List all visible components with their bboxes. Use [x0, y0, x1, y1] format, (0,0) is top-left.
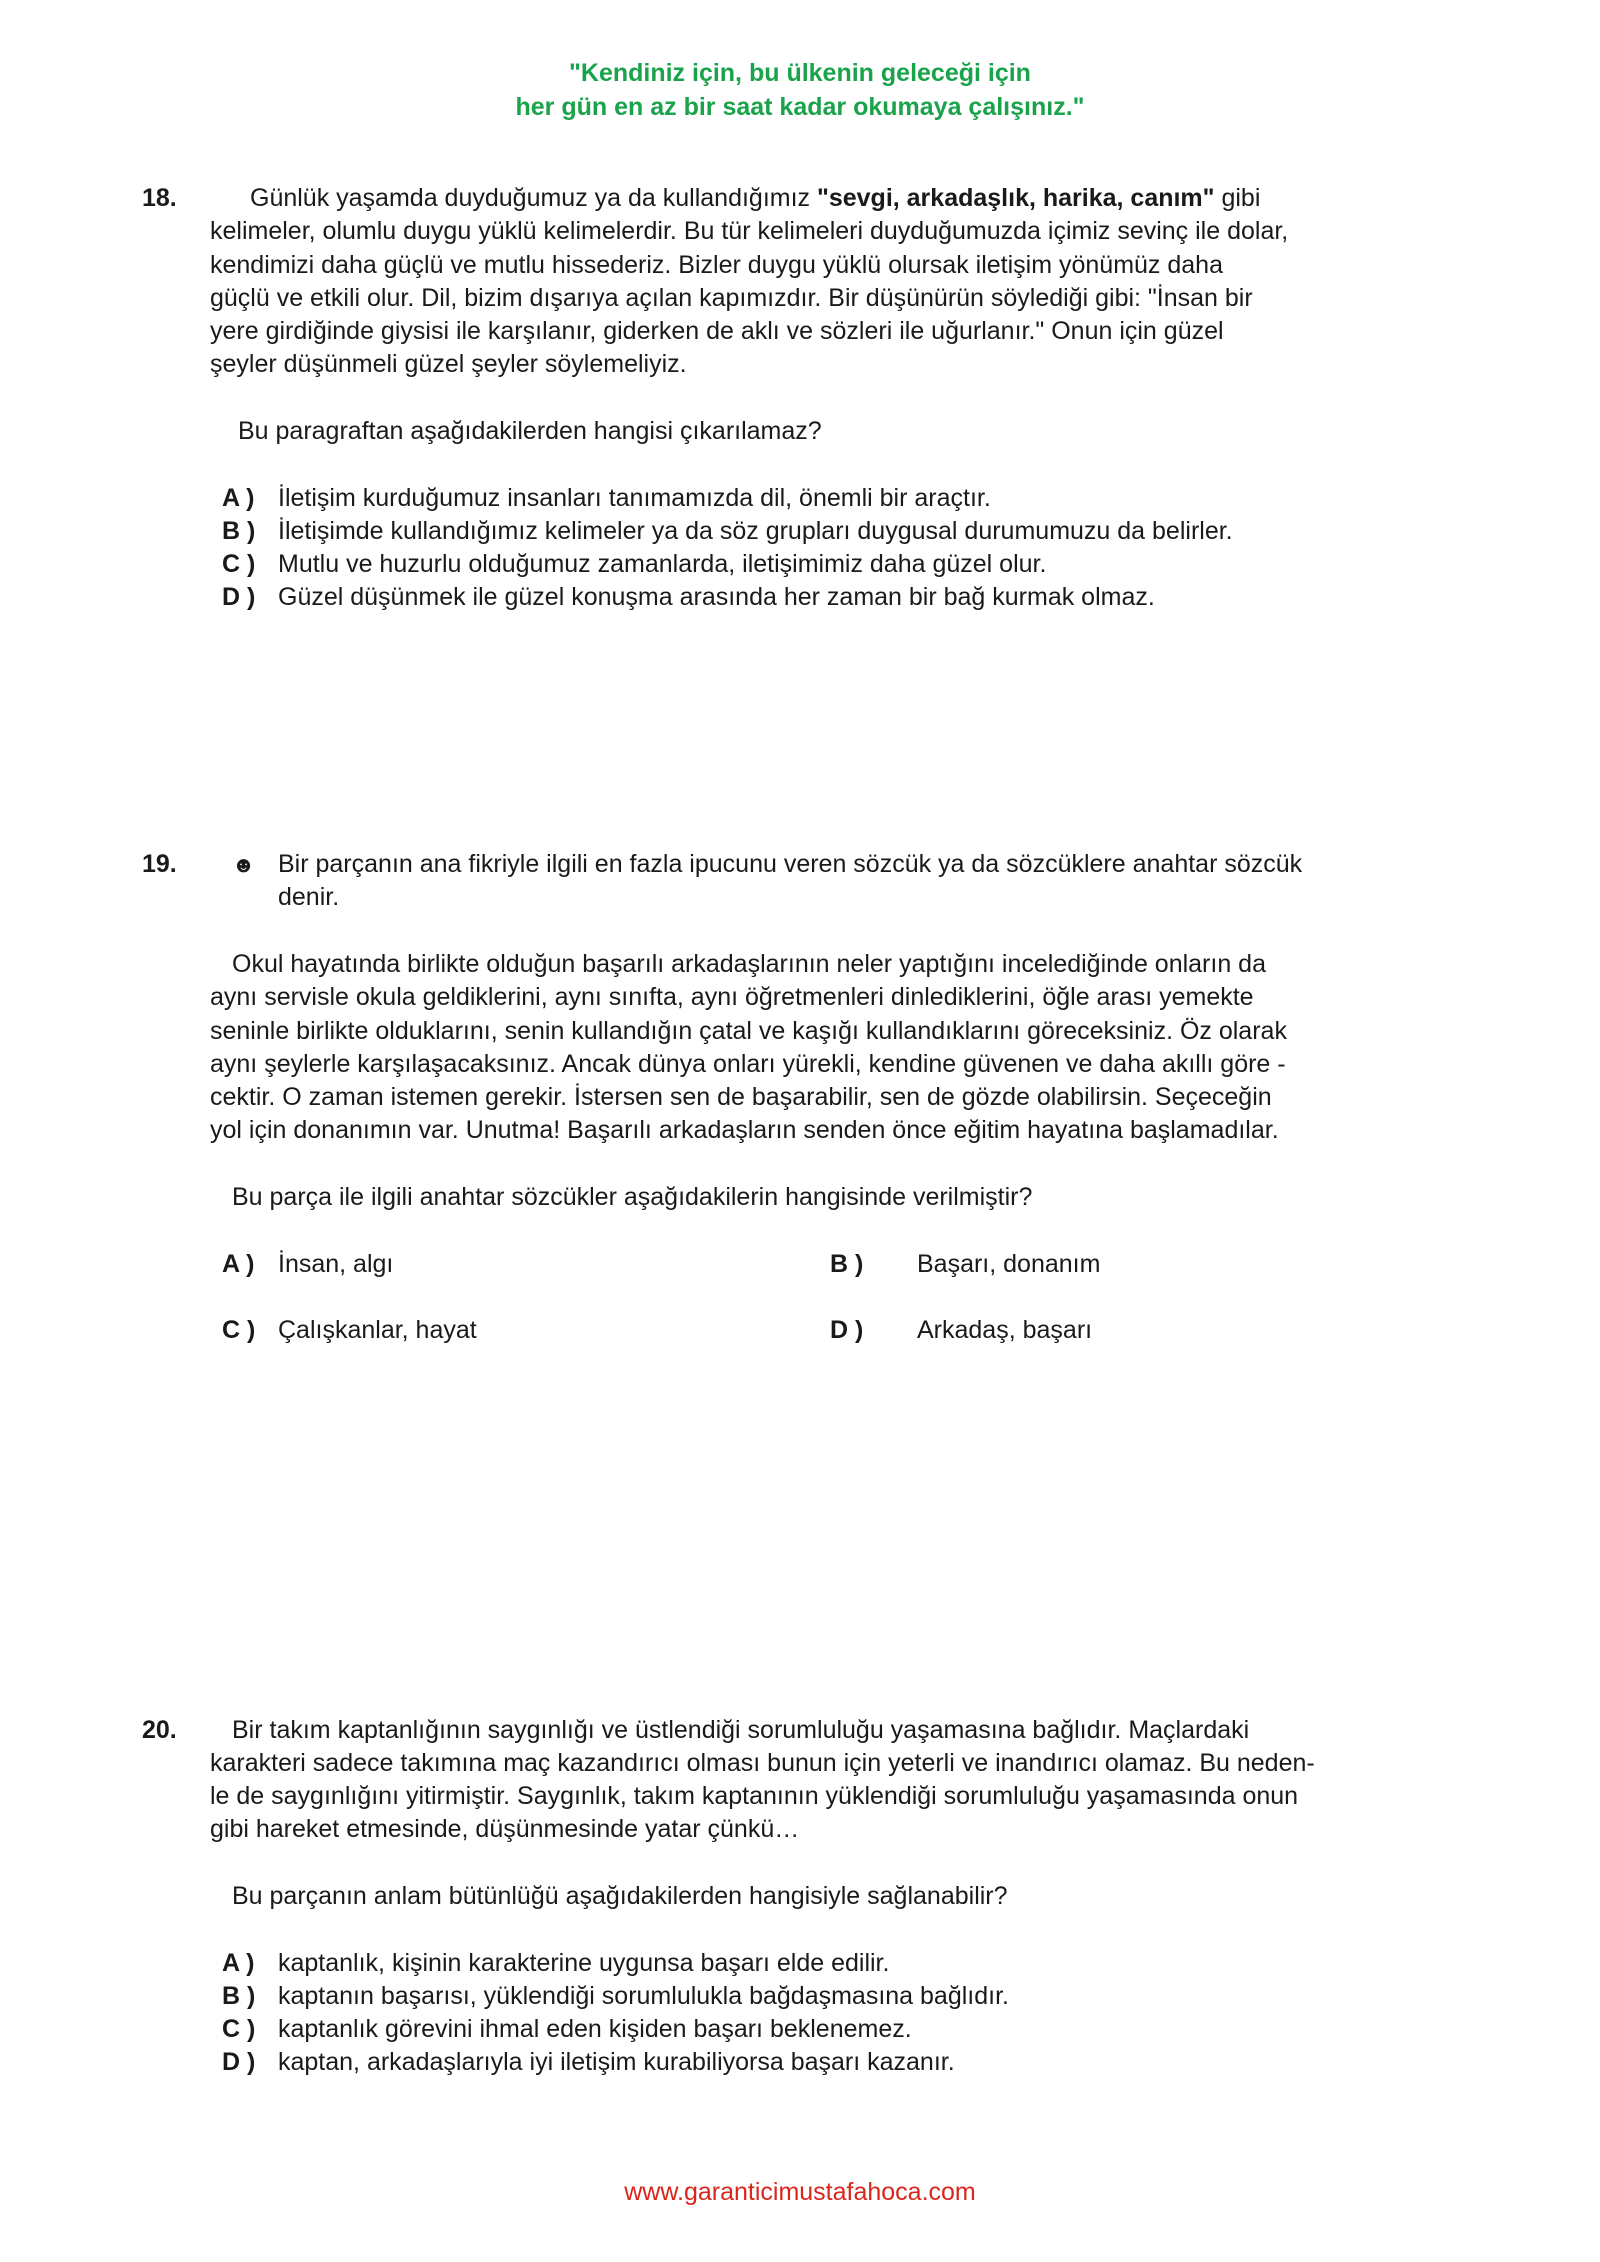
option-text-c: Mutlu ve huzurlu olduğumuz zamanlarda, iletişimimiz daha güzel olur.: [278, 550, 1047, 578]
paragraph-line: şeyler düşünmeli güzel şeyler söylemeliyiz.: [210, 350, 687, 378]
paragraph-line: le de saygınlığını yitirmiştir. Saygınlık, takım kaptanının yüklendiği sorumluluğu yaşamasında onun: [210, 1782, 1299, 1810]
paragraph-line: aynı şeylerle karşılaşacaksınız. Ancak dünya onları yürekli, kendine güvenen ve daha akıllı göre -: [210, 1050, 1286, 1078]
option-letter-d: D ): [222, 583, 256, 611]
smiley-bullet-icon: ☻: [232, 852, 256, 877]
option-text-b: Başarı, donanım: [917, 1250, 1101, 1278]
paragraph-line: Okul hayatında birlikte olduğun başarılı arkadaşlarının neler yaptığını incelediğinde onların da: [232, 950, 1266, 978]
option-letter-b: B ): [830, 1250, 864, 1278]
option-text-c: Çalışkanlar, hayat: [278, 1316, 477, 1344]
footer-website-link[interactable]: www.garanticimustafahoca.com: [624, 2178, 976, 2206]
paragraph-text: Günlük yaşamda duyduğumuz ya da kullandığımız: [250, 184, 817, 212]
option-text-a: İletişim kurduğumuz insanları tanımamızda dil, önemli bir araçtır.: [278, 484, 991, 512]
question-number: 19.: [142, 850, 177, 878]
paragraph-line: kelimeler, olumlu duygu yüklü kelimelerdir. Bu tür kelimeleri duyduğumuzda içimiz sevinç ile dolar,: [210, 217, 1289, 245]
option-letter-d: D ): [830, 1316, 864, 1344]
paragraph-line: yol için donanımın var. Unutma! Başarılı arkadaşların senden önce eğitim hayatına başlamadılar.: [210, 1116, 1279, 1144]
paragraph-text: gibi: [1214, 184, 1261, 212]
paragraph-line: karakteri sadece takımına maç kazandırıcı olması bunun için yeterli ve inandırıcı olamaz. Bu neden-: [210, 1749, 1315, 1777]
header-line-1: "Kendiniz için, bu ülkenin geleceği için: [569, 59, 1031, 87]
header-line-2: her gün en az bir saat kadar okumaya çalışınız.": [515, 93, 1085, 121]
option-letter-a: A ): [222, 484, 255, 512]
option-letter-c: C ): [222, 550, 256, 578]
option-letter-a: A ): [222, 1949, 255, 1977]
paragraph-line: kendimizi daha güçlü ve mutlu hissederiz. Bizler duygu yüklü olursak iletişim yönümüz daha: [210, 251, 1223, 279]
option-letter-a: A ): [222, 1250, 255, 1278]
paragraph-line: güçlü ve etkili olur. Dil, bizim dışarıya açılan kapımızdır. Bir düşünürün söylediği gibi: "İnsan bir: [210, 284, 1253, 312]
paragraph-line: yere girdiğinde giysisi ile karşılanır, giderken de aklı ve sözleri ile uğurlanır." Onun için güzel: [210, 317, 1224, 345]
note-line: Bir parçanın ana fikriyle ilgili en fazla ipucunu veren sözcük ya da sözcüklere anahtar sözcük: [278, 850, 1303, 878]
option-letter-c: C ): [222, 1316, 256, 1344]
option-letter-b: B ): [222, 1982, 256, 2010]
note-line: denir.: [278, 883, 340, 911]
question-stem: Bu paragraftan aşağıdakilerden hangisi çıkarılamaz?: [238, 417, 822, 445]
question-number: 18.: [142, 184, 177, 212]
option-text-d: Güzel düşünmek ile güzel konuşma arasında her zaman bir bağ kurmak olmaz.: [278, 583, 1155, 611]
paragraph-line: cektir. O zaman istemen gerekir. İstersen sen de başarabilir, sen de gözde olabilirsin. Seçeceğin: [210, 1083, 1272, 1111]
paragraph-line: seninle birlikte olduklarını, senin kullandığın çatal ve kaşığı kullandıklarını göreceksiniz. Öz olarak: [210, 1017, 1287, 1045]
option-letter-b: B ): [222, 517, 256, 545]
option-text-b: İletişimde kullandığımız kelimeler ya da söz grupları duygusal durumumuzu da belirler.: [278, 517, 1233, 545]
page-header-quote: [0, 56, 1600, 124]
option-text-a: İnsan, algı: [278, 1250, 394, 1278]
paragraph-bold-text: "sevgi, arkadaşlık, harika, canım": [816, 184, 1215, 212]
question-number: 20.: [142, 1716, 177, 1744]
paragraph-line: [250, 181, 1260, 215]
option-text-a: kaptanlık, kişinin karakterine uygunsa başarı elde edilir.: [278, 1949, 890, 1977]
option-text-d: Arkadaş, başarı: [917, 1316, 1093, 1344]
paragraph-line: gibi hareket etmesinde, düşünmesinde yatar çünkü…: [210, 1815, 800, 1843]
option-letter-c: C ): [222, 2015, 256, 2043]
question-stem: Bu parçanın anlam bütünlüğü aşağıdakilerden hangisiyle sağlanabilir?: [232, 1882, 1008, 1910]
option-letter-d: D ): [222, 2048, 256, 2076]
paragraph-line: Bir takım kaptanlığının saygınlığı ve üstlendiği sorumluluğu yaşamasına bağlıdır. Maçlardaki: [232, 1716, 1250, 1744]
option-text-b: kaptanın başarısı, yüklendiği sorumlulukla bağdaşmasına bağlıdır.: [278, 1982, 1009, 2010]
paragraph-line: aynı servisle okula geldiklerini, aynı sınıfta, aynı öğretmenleri dinlediklerini, öğle arası yemekte: [210, 983, 1254, 1011]
question-stem: Bu parça ile ilgili anahtar sözcükler aşağıdakilerin hangisinde verilmiştir?: [232, 1183, 1033, 1211]
option-text-d: kaptan, arkadaşlarıyla iyi iletişim kurabiliyorsa başarı kazanır.: [278, 2048, 955, 2076]
option-text-c: kaptanlık görevini ihmal eden kişiden başarı beklenemez.: [278, 2015, 912, 2043]
